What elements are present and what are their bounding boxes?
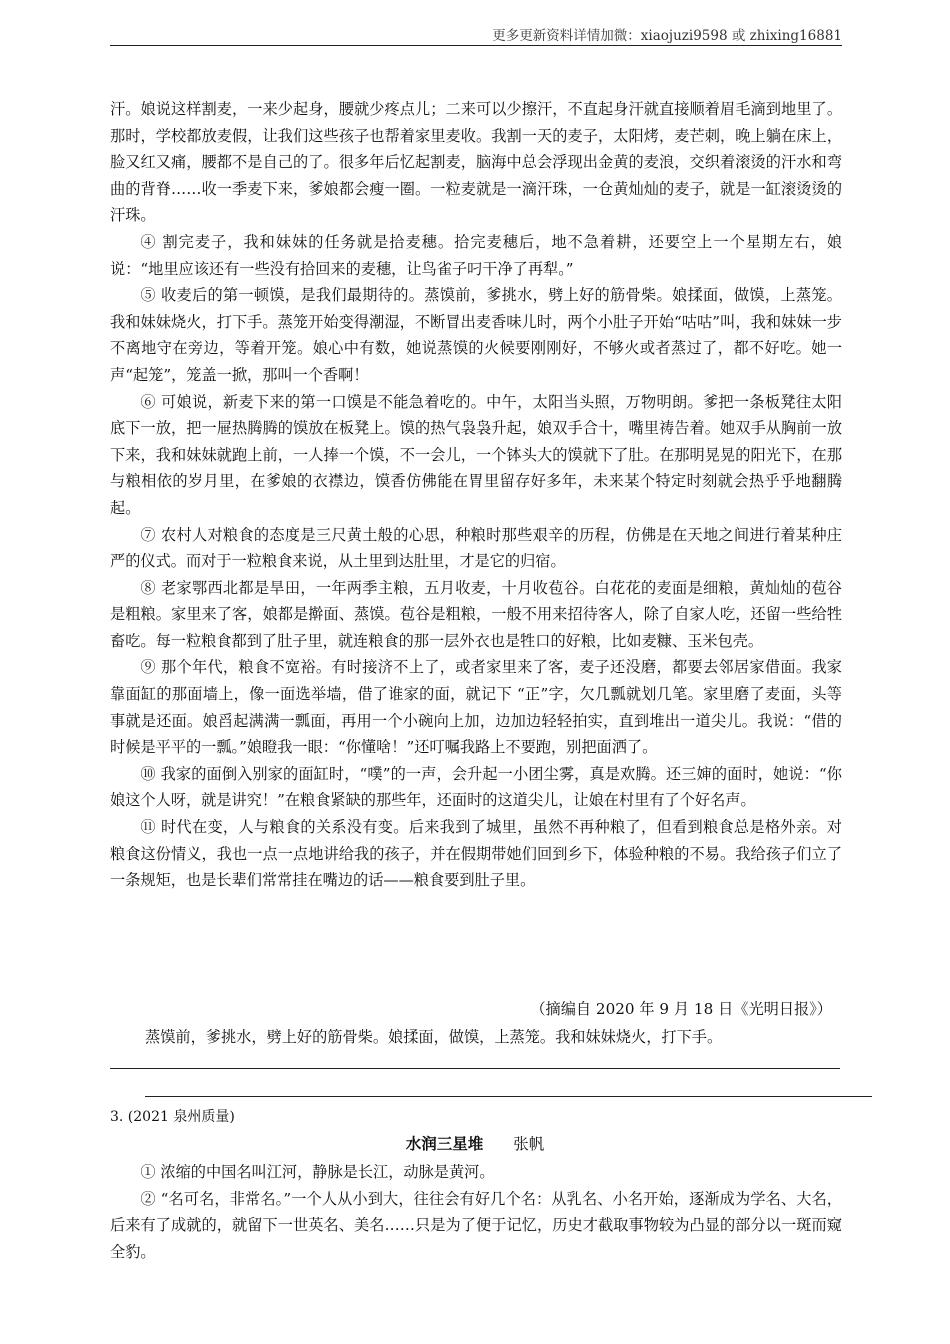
article-source: （摘编自 2020 年 9 月 18 日《光明日报》） [530,1000,832,1018]
question-paragraph-1: ① 浓缩的中国名叫江河，静脉是长江，动脉是黄河。 [140,1163,495,1181]
article-paragraph-11: ⑪ 时代在变，人与粮食的关系没有变。后来我到了城里，虽然不再种粮了，但看到粮食总是格外亲。对粮食这份情义，我也一点一点地讲给我的孩子，并在假期带她们回到乡下，体验种粮的不易。我给孩子们立了一条规矩，也是长辈们常常挂在嘴边的话——粮食要到肚子里。 [110,818,842,890]
article-body [110,96,842,894]
article-paragraph-6: ⑥ 可娘说，新麦下来的第一口馍是不能急着吃的。中午，太阳当头照，万物明朗。爹把一条板凳往太阳底下一放，把一屉热腾腾的馍放在板凳上。馍的热气袅袅升起，娘双手合十，嘴里祷告着。她双手从胸前一放下来，我和妹妹就跑上前，一人捧一个馍，不一会儿，一个钵头大的馍就下了肚。在那明晃晃的阳光下，在那与粮相依的岁月里，在爹娘的衣襟边，馍香仿佛能在胃里留存好多年，未来某个特定时刻就会热乎乎地翻腾起。 [110,392,842,517]
question-title-row [0,1132,950,1156]
page-header: 更多更新资料详情加微：xiaojuzi9598 或 zhixing16881 [492,28,842,44]
article-paragraph-5: ⑤ 收麦后的第一顿馍，是我们最期待的。蒸馍前，爹挑水，劈上好的筋骨柴。娘揉面，做馍，上蒸笼。我和妹妹烧火，打下手。蒸笼开始变得潮湿，不断冒出麦香味儿时，两个小肚子开始“咕咕”叫，我和妹妹一步不离地守在旁边，等着开笼。娘心中有数，她说蒸馍的火候要刚刚好，不够火或者蒸过了，都不好吃。她一声“起笼”，笼盖一掀，那叫一个香啊！ [110,286,842,384]
header-divider [110,45,842,46]
question-number: 3. (2021 泉州质量) [110,1109,235,1125]
question-title: 水润三星堆 [405,1135,484,1153]
question-body [110,1159,842,1265]
question-author: 张帆 [513,1135,545,1153]
article-paragraph-7: ⑦ 农村人对粮食的态度是三尺黄土般的心思，种粮时那些艰辛的历程，仿佛是在天地之间进行着某种庄严的仪式。而对于一粒粮食来说，从土里到达肚里，才是它的归宿。 [110,525,842,571]
question-paragraph-2: ② “名可名，非常名。”一个人从小到大，往往会有好几个名：从乳名、小名开始，逐渐成为学名、大名，后来有了成就的，就留下一世英名、美名……只是为了便于记忆，历史才截取事物较为凸显的部分以一斑而窥全豹。 [110,1189,842,1261]
section-divider-secondary [145,1096,872,1097]
article-paragraph-10: ⑩ 我家的面倒入别家的面缸时，“噗”的一声，会升起一小团尘雾，真是欢腾。还三婶的面时，她说：“你娘这个人呀，就是讲究！”在粮食紧缺的那些年，还面时的这道尖儿，让娘在村里有了个好名声。 [110,764,842,810]
article-summary: 蒸馍前，爹挑水，劈上好的筋骨柴。娘揉面，做馍，上蒸笼。我和妹妹烧火，打下手。 [145,1028,723,1046]
section-divider [110,1068,840,1069]
article-paragraph-9: ⑨ 那个年代，粮食不宽裕。有时接济不上了，或者家里来了客，麦子还没磨，都要去邻居家借面。我家靠面缸的那面墙上，像一面选举墙，借了谁家的面，就记下 “正”字，欠几瓢就划几笔。家里磨了麦面，头等事就是还面。娘舀起满满一瓢面，再用一个小碗向上加，边加边轻轻拍实，直到堆出一道尖儿。我说：“借的时候是平平的一瓢。”娘瞪我一眼：“你懂啥！”还叮嘱我路上不要跑，别把面洒了。 [110,658,842,757]
article-continuation: 汗。娘说这样割麦，一来少起身，腰就少疼点儿；二来可以少擦汗，不直起身汗就直接顺着眉毛滴到地里了。那时，学校都放麦假，让我们这些孩子也帮着家里麦收。我割一天的麦子，太阳烤，麦芒刺，晚上躺在床上，脸又红又痛，腰都不是自己的了。很多年后忆起割麦，脑海中总会浮现出金黄的麦浪，交织着滚烫的汗水和弯曲的背脊……收一季麦下来，爹娘都会瘦一圈。一粒麦就是一滴汗珠，一仓黄灿灿的麦子，就是一缸滚烫烫的汗珠。 [110,100,842,225]
article-paragraph-4: ④ 割完麦子，我和妹妹的任务就是拾麦穗。拾完麦穗后，地不急着耕，还要空上一个星期左右，娘说：“地里应该还有一些没有拾回来的麦穗，让鸟雀子叼干净了再犁。” [110,232,842,278]
article-paragraph-8: ⑧ 老家鄂西北都是旱田，一年两季主粮，五月收麦，十月收苞谷。白花花的麦面是细粮，黄灿灿的苞谷是粗粮。家里来了客，娘都是擀面、蒸馍。苞谷是粗粮，一般不用来招待客人，除了自家人吃，还留一些给牲畜吃。每一粒粮食都到了肚子里，就连粮食的那一层外衣也是牲口的好粮，比如麦糠、玉米包壳。 [110,578,842,650]
